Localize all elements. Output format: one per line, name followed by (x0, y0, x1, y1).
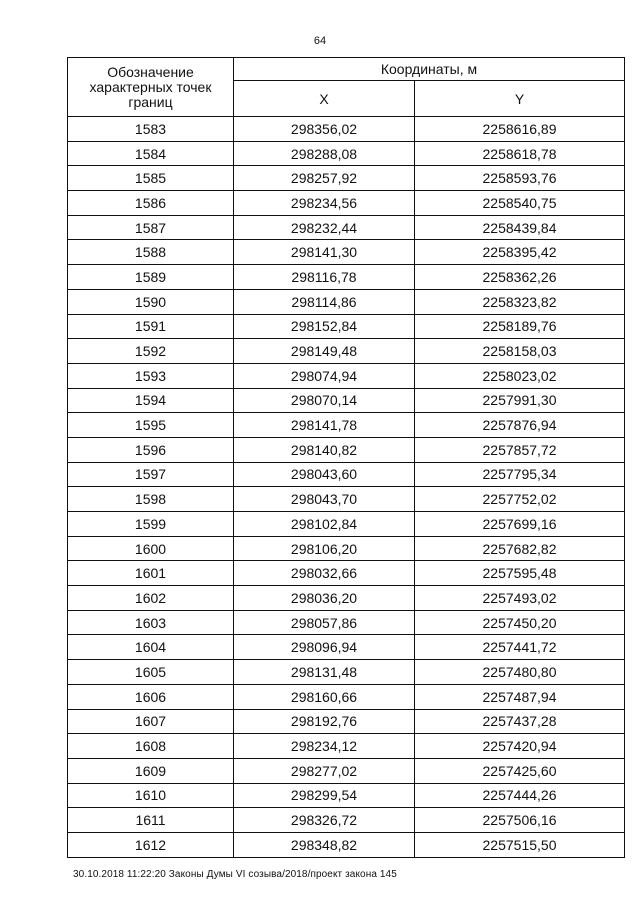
table-row (68, 610, 625, 635)
point-id-cell: 1594 (68, 388, 234, 413)
table-row (68, 462, 625, 487)
x-coordinate-cell: 298356,02 (234, 117, 415, 142)
x-coordinate-cell: 298043,60 (234, 462, 415, 487)
table-row (68, 660, 625, 685)
x-coordinate-cell: 298277,02 (234, 758, 415, 783)
table-row (68, 709, 625, 734)
x-coordinate-cell: 298232,44 (234, 215, 415, 240)
table-row (68, 265, 625, 290)
point-id-cell: 1602 (68, 586, 234, 611)
y-coordinate-cell: 2257682,82 (415, 536, 625, 561)
y-coordinate-cell: 2257857,72 (415, 437, 625, 462)
page-number: 64 (313, 35, 327, 47)
y-coordinate-cell: 2257991,30 (415, 388, 625, 413)
table-row (68, 117, 625, 142)
x-coordinate-cell: 298102,84 (234, 512, 415, 537)
y-coordinate-cell: 2257450,20 (415, 610, 625, 635)
y-coordinate-cell: 2258323,82 (415, 289, 625, 314)
table-row (68, 141, 625, 166)
table-row (68, 363, 625, 388)
x-coordinate-cell: 298348,82 (234, 832, 415, 857)
point-id-cell: 1600 (68, 536, 234, 561)
x-coordinate-cell: 298057,86 (234, 610, 415, 635)
point-id-cell: 1584 (68, 141, 234, 166)
point-id-cell: 1612 (68, 832, 234, 857)
point-id-cell: 1583 (68, 117, 234, 142)
table-body (68, 117, 625, 858)
point-id-cell: 1604 (68, 635, 234, 660)
point-id-cell: 1608 (68, 734, 234, 759)
x-coordinate-cell: 298141,78 (234, 413, 415, 438)
table-row (68, 388, 625, 413)
table-row (68, 536, 625, 561)
point-id-cell: 1597 (68, 462, 234, 487)
table-row (68, 240, 625, 265)
table-row (68, 808, 625, 833)
point-id-cell: 1596 (68, 437, 234, 462)
table-row (68, 635, 625, 660)
point-id-cell: 1591 (68, 314, 234, 339)
y-coordinate-cell: 2257444,26 (415, 783, 625, 808)
x-coordinate-cell: 298234,56 (234, 191, 415, 216)
point-id-cell: 1589 (68, 265, 234, 290)
y-coordinate-cell: 2258439,84 (415, 215, 625, 240)
table-row (68, 191, 625, 216)
point-id-cell: 1586 (68, 191, 234, 216)
y-coordinate-cell: 2258540,75 (415, 191, 625, 216)
y-coordinate-cell: 2257515,50 (415, 832, 625, 857)
point-id-cell: 1601 (68, 561, 234, 586)
y-coordinate-cell: 2257425,60 (415, 758, 625, 783)
x-coordinate-cell: 298288,08 (234, 141, 415, 166)
point-id-cell: 1585 (68, 166, 234, 191)
header-designation: Обозначение характерных точек границ (68, 58, 234, 117)
y-coordinate-cell: 2257795,34 (415, 462, 625, 487)
y-coordinate-cell: 2257506,16 (415, 808, 625, 833)
x-coordinate-cell: 298032,66 (234, 561, 415, 586)
y-coordinate-cell: 2257752,02 (415, 487, 625, 512)
table-row (68, 215, 625, 240)
x-coordinate-cell: 298043,70 (234, 487, 415, 512)
point-id-cell: 1593 (68, 363, 234, 388)
y-coordinate-cell: 2258362,26 (415, 265, 625, 290)
point-id-cell: 1607 (68, 709, 234, 734)
table-row (68, 734, 625, 759)
table-row (68, 758, 625, 783)
y-coordinate-cell: 2257699,16 (415, 512, 625, 537)
x-coordinate-cell: 298140,82 (234, 437, 415, 462)
point-id-cell: 1599 (68, 512, 234, 537)
table-row (68, 832, 625, 857)
table-row (68, 413, 625, 438)
header-x: X (234, 81, 415, 117)
x-coordinate-cell: 298114,86 (234, 289, 415, 314)
x-coordinate-cell: 298192,76 (234, 709, 415, 734)
x-coordinate-cell: 298036,20 (234, 586, 415, 611)
point-id-cell: 1592 (68, 339, 234, 364)
coordinates-table (67, 57, 625, 858)
point-id-cell: 1590 (68, 289, 234, 314)
y-coordinate-cell: 2258395,42 (415, 240, 625, 265)
y-coordinate-cell: 2257595,48 (415, 561, 625, 586)
table-row (68, 339, 625, 364)
x-coordinate-cell: 298149,48 (234, 339, 415, 364)
y-coordinate-cell: 2257487,94 (415, 684, 625, 709)
x-coordinate-cell: 298326,72 (234, 808, 415, 833)
x-coordinate-cell: 298299,54 (234, 783, 415, 808)
point-id-cell: 1587 (68, 215, 234, 240)
point-id-cell: 1609 (68, 758, 234, 783)
x-coordinate-cell: 298131,48 (234, 660, 415, 685)
y-coordinate-cell: 2258023,02 (415, 363, 625, 388)
table-row (68, 314, 625, 339)
header-coordinates: Координаты, м (234, 58, 625, 81)
point-id-cell: 1610 (68, 783, 234, 808)
x-coordinate-cell: 298074,94 (234, 363, 415, 388)
header-y: Y (415, 81, 625, 117)
table-header-row (68, 58, 625, 81)
y-coordinate-cell: 2257441,72 (415, 635, 625, 660)
y-coordinate-cell: 2257420,94 (415, 734, 625, 759)
table-row (68, 166, 625, 191)
y-coordinate-cell: 2257437,28 (415, 709, 625, 734)
y-coordinate-cell: 2258189,76 (415, 314, 625, 339)
point-id-cell: 1588 (68, 240, 234, 265)
point-id-cell: 1605 (68, 660, 234, 685)
point-id-cell: 1598 (68, 487, 234, 512)
point-id-cell: 1611 (68, 808, 234, 833)
table-row (68, 487, 625, 512)
x-coordinate-cell: 298070,14 (234, 388, 415, 413)
footer-stamp: 30.10.2018 11:22:20 Законы Думы VI созыва/2018/проект закона 145 (73, 869, 397, 880)
y-coordinate-cell: 2257480,80 (415, 660, 625, 685)
table-row (68, 512, 625, 537)
point-id-cell: 1595 (68, 413, 234, 438)
y-coordinate-cell: 2258593,76 (415, 166, 625, 191)
table-row (68, 437, 625, 462)
y-coordinate-cell: 2258158,03 (415, 339, 625, 364)
table-row (68, 684, 625, 709)
y-coordinate-cell: 2258618,78 (415, 141, 625, 166)
x-coordinate-cell: 298234,12 (234, 734, 415, 759)
x-coordinate-cell: 298152,84 (234, 314, 415, 339)
table-row (68, 783, 625, 808)
point-id-cell: 1606 (68, 684, 234, 709)
y-coordinate-cell: 2257876,94 (415, 413, 625, 438)
x-coordinate-cell: 298257,92 (234, 166, 415, 191)
x-coordinate-cell: 298116,78 (234, 265, 415, 290)
y-coordinate-cell: 2257493,02 (415, 586, 625, 611)
table-row (68, 289, 625, 314)
table-row (68, 586, 625, 611)
x-coordinate-cell: 298106,20 (234, 536, 415, 561)
x-coordinate-cell: 298160,66 (234, 684, 415, 709)
y-coordinate-cell: 2258616,89 (415, 117, 625, 142)
x-coordinate-cell: 298096,94 (234, 635, 415, 660)
x-coordinate-cell: 298141,30 (234, 240, 415, 265)
table-row (68, 561, 625, 586)
point-id-cell: 1603 (68, 610, 234, 635)
